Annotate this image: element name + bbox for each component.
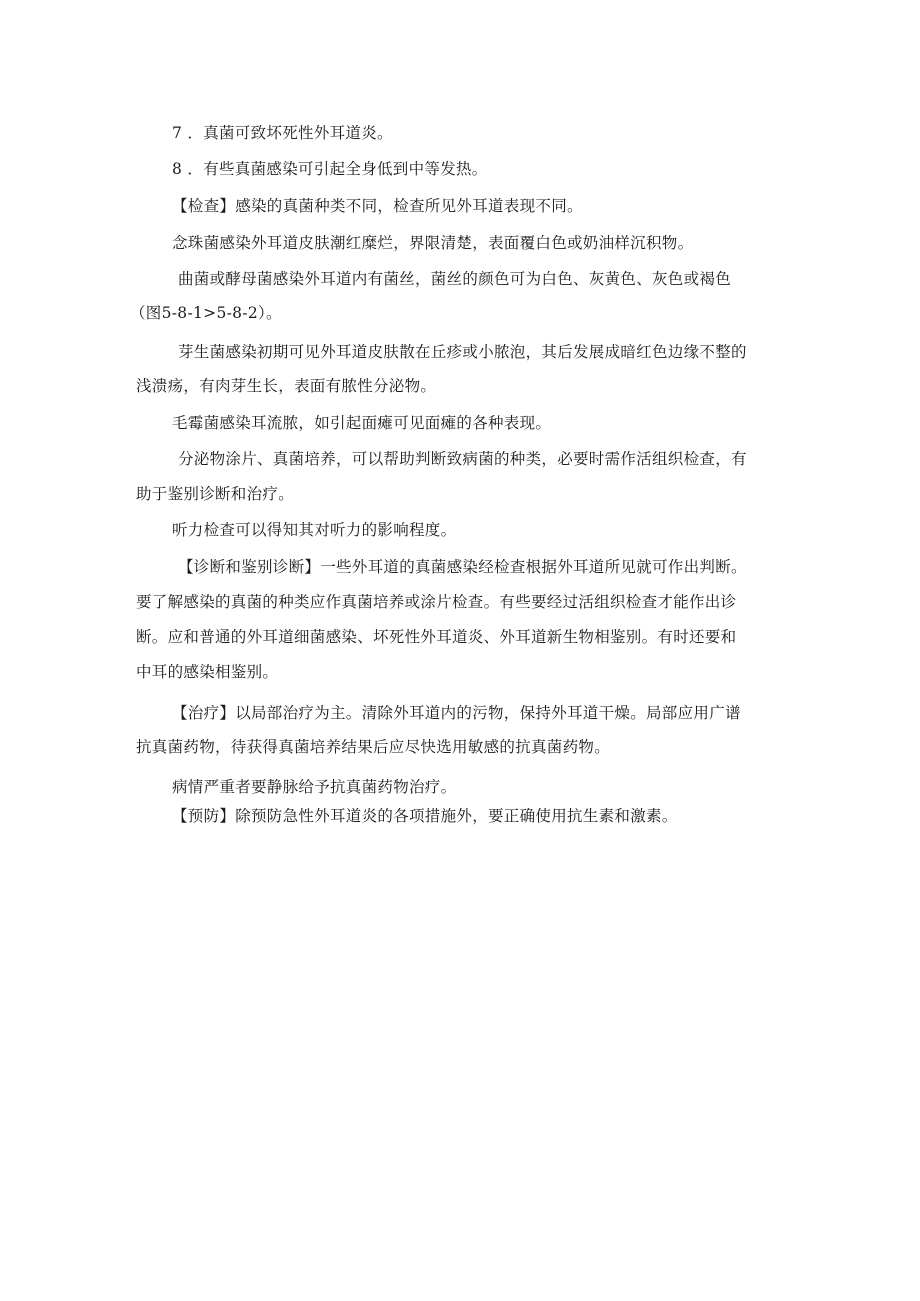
treatment-heading: 【治疗】 bbox=[172, 704, 236, 722]
severe-paragraph: 病情严重者要静脉给予抗真菌药物治疗。 bbox=[172, 778, 457, 796]
aspergillus-line-2: （图5-8-1>5-8-2）。 bbox=[130, 304, 282, 322]
hearing-paragraph: 听力检查可以得知其对听力的影响程度。 bbox=[172, 521, 457, 539]
treatment-line-2: 抗真菌药物，待获得真菌培养结果后应尽快选用敏感的抗真菌药物。 bbox=[136, 738, 611, 756]
list-item-7 bbox=[172, 123, 393, 143]
exam-text: 感染的真菌种类不同，检查所见外耳道表现不同。 bbox=[235, 197, 583, 215]
diagnosis-line-1 bbox=[178, 557, 747, 577]
diagnosis-line-2: 要了解感染的真菌的种类应作真菌培养或涂片检查。有些要经过活组织检查才能作出诊 bbox=[136, 593, 737, 611]
smear-line-2: 助于鉴别诊断和治疗。 bbox=[136, 485, 295, 503]
mucor-paragraph: 毛霉菌感染耳流脓，如引起面瘫可见面瘫的各种表现。 bbox=[172, 414, 552, 432]
exam-paragraph bbox=[172, 196, 583, 216]
list-item-text: ．真菌可致坏死性外耳道炎。 bbox=[187, 124, 393, 142]
diagnosis-line-3: 断。应和普通的外耳道细菌感染、坏死性外耳道炎、外耳道新生物相鉴别。有时还要和 bbox=[136, 628, 737, 646]
prevention-text: 除预防急性外耳道炎的各项措施外，要正确使用抗生素和激素。 bbox=[235, 807, 678, 825]
treatment-line-1 bbox=[172, 703, 741, 723]
prevention-paragraph bbox=[172, 806, 678, 826]
list-item-8 bbox=[172, 159, 488, 179]
smear-line-1: 分泌物涂片、真菌培养，可以帮助判断致病菌的种类，必要时需作活组织检查，有 bbox=[178, 450, 747, 468]
list-item-text: ．有些真菌感染可引起全身低到中等发热。 bbox=[187, 160, 488, 178]
exam-heading: 【检查】 bbox=[172, 197, 236, 215]
diagnosis-text: 一些外耳道的真菌感染经检查根据外耳道所见就可作出判断。 bbox=[320, 558, 747, 576]
blastomyces-line-2: 浅溃疡，有肉芽生长，表面有脓性分泌物。 bbox=[136, 377, 437, 395]
list-item-number: 8 bbox=[172, 160, 183, 178]
aspergillus-line-1: 曲菌或酵母菌感染外耳道内有菌丝，菌丝的颜色可为白色、灰黄色、灰色或褐色 bbox=[178, 270, 732, 288]
candida-paragraph: 念珠菌感染外耳道皮肤潮红糜烂，界限清楚，表面覆白色或奶油样沉积物。 bbox=[172, 234, 694, 252]
treatment-text: 以局部治疗为主。清除外耳道内的污物，保持外耳道干燥。局部应用广谱 bbox=[235, 704, 741, 722]
prevention-heading: 【预防】 bbox=[172, 807, 236, 825]
blastomyces-line-1: 芽生菌感染初期可见外耳道皮肤散在丘疹或小脓泡，其后发展成暗红色边缘不整的 bbox=[178, 343, 747, 361]
diagnosis-heading: 【诊断和鉴别诊断】 bbox=[178, 558, 321, 576]
diagnosis-line-4: 中耳的感染相鉴别。 bbox=[136, 663, 279, 681]
list-item-number: 7 bbox=[172, 124, 183, 142]
